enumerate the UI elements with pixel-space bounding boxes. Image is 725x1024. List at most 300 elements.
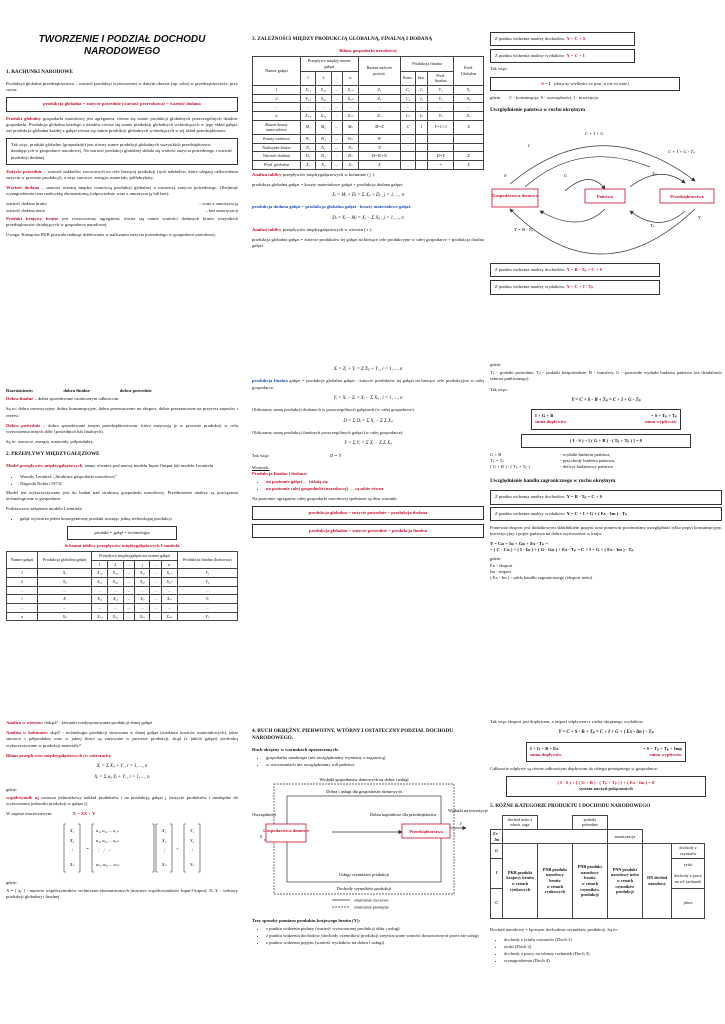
table-cell <box>428 134 454 143</box>
categories-table <box>490 815 705 919</box>
price-basis: w cenach rynkowych <box>510 880 531 892</box>
table-cell: Xᵢⱼ <box>135 595 150 604</box>
paragraph: produkcja dodana gałęzi = produkcja globalna gałęzi - koszty materiałowe gałęzi: <box>252 204 412 210</box>
list-item: • gałąź wytwarza jeden homogeniczny produkt stosując jedną technologię produkcji <box>20 516 238 522</box>
table-cell: płace <box>672 888 705 918</box>
label: Rozróżnienie: <box>6 388 34 393</box>
panel-leontief-model <box>6 718 238 998</box>
circular-flow-diagram <box>490 119 716 259</box>
matrix-diagram <box>6 818 232 878</box>
label: gdzie: <box>490 556 502 562</box>
paragraph: Podstawowe założenie modelu Leontiefa: <box>6 506 83 512</box>
subheading: Ruch okrężny w warunkach uproszczonych: <box>252 747 339 753</box>
table-cell: ... <box>161 586 177 595</box>
table-cell: Mₙ <box>343 120 359 134</box>
paragraph <box>6 116 238 135</box>
svg-text:X₁: X₁ <box>69 827 75 833</box>
list-item: • wynagrodzenia (Doch 4) <box>504 958 722 964</box>
table-cell: X₂₁ <box>300 94 315 103</box>
table-header: 1 <box>300 71 315 85</box>
list-item: • zyski (Doch 2) <box>504 944 722 950</box>
table-cell: X₁ <box>38 569 92 578</box>
text: gospodarki narodowej jest agregatem, równa się sumie produkcji globalnych poszczególnych działów gospodarki. Produkcja globalna każdego z działów równa się sumie produkcji globalnych wchodzących w jego skład gałęzi, zaś produkcja globalna każdej z gałęzi równa się sumie produkcji globalnych wchodzących w jej skład przedsiębiorstw. <box>6 115 238 133</box>
label: dobra pośrednie <box>119 388 152 393</box>
def-row <box>490 464 722 470</box>
term: Zużycie pośrednie <box>6 168 42 174</box>
table-cell: ... <box>149 586 161 595</box>
label: Z punktu widzenia analizy dochodów: <box>495 36 566 41</box>
term: ( G + B ) - ( Tₚ + Tₚ ) <box>490 464 531 470</box>
svg-text:X₂: X₂ <box>161 837 167 843</box>
table-row <box>7 569 238 578</box>
paragraph: Obliczamy sumę produkcji finalnych poszczególnych gałęzi (w całej gospodarce): <box>252 429 404 435</box>
table-cell: X₂₂ <box>316 94 331 103</box>
table-cell: M₂ <box>316 120 331 134</box>
flow-label: Usługi czynników produkcji <box>339 871 389 877</box>
section-heading: 2. PRZEPŁYWY MIĘDZYGAŁĘZIOWE <box>6 451 100 458</box>
table-cell: X₂ₙ <box>161 578 177 587</box>
flow-label: I <box>460 820 462 826</box>
flow-label: S <box>504 172 507 178</box>
table-cell: N₁ <box>300 143 315 152</box>
table-cell <box>607 815 643 829</box>
paragraph: Na poziomie agregatów całej gospodarki narodowej spełnione są dwa warunki: <box>252 495 398 501</box>
table-cell: 2 <box>7 578 38 587</box>
table-cell: Xᵢ₁ <box>92 595 108 604</box>
category-label: PKB produkt krajowy brutto <box>506 869 534 881</box>
summary-box: Tak więc, produkt globalny (gospodarki) jest równy sumie produkcji globalnych wszystkich przedsiębiorstw działających w gospodarce narodowej. Na wartość produkcji globalnej składa się wartość zużycia pośredniego i wartość produkcji dodanej. <box>6 138 238 165</box>
table-cell: M=Z <box>358 120 400 134</box>
category-label: PNN produkt narodowy netto <box>610 866 639 878</box>
table-cell: G <box>491 844 503 858</box>
text: - deficyt budżetowy państwa <box>560 464 613 470</box>
conclusion-row <box>252 453 484 459</box>
term: G + B <box>490 451 502 457</box>
caption: suma wypływów <box>649 751 682 757</box>
table-cell: ... <box>331 143 343 152</box>
term: Produkt globalny <box>6 115 42 121</box>
term: Analiza tablicy <box>252 171 282 177</box>
bullet-list <box>260 755 484 768</box>
paragraph <box>6 463 238 469</box>
table-cell: Iₙ <box>415 111 427 120</box>
table-cell: Z₂ <box>358 94 400 103</box>
value-added-row <box>6 208 238 214</box>
value: – bez amortyzacji <box>205 207 238 213</box>
formula: Xᵢ = Zᵢ + Yᵢ = Σ Xᵢⱼ + Yᵢ , i = 1, ..., n <box>333 367 403 372</box>
table-cell: ... <box>123 595 135 604</box>
table-cell: ... <box>38 586 92 595</box>
formula: Y = Σ Yᵢ = Σ Xᵢ − Σ Σ Xᵢⱼ <box>344 441 392 447</box>
text: – dobra sprzedawane ostatecznym odbiorcom. <box>33 396 120 402</box>
table-cell: X₂₂ <box>108 578 124 587</box>
equation-box: produkcja globalna = zużycie pośrednie + produkcja finalna <box>252 524 484 538</box>
table-cell: Cₙ <box>400 111 415 120</box>
term: Model przepływów międzygałęziowych <box>6 463 83 469</box>
table-cell: = <box>428 160 454 169</box>
equation-box <box>490 263 660 277</box>
subheading: Trzy sposoby pomiaru produktu krajowego brutto (Y): <box>252 917 361 923</box>
table-cell: I <box>415 120 427 134</box>
panel-final-production <box>252 362 484 622</box>
text: Tak więc: <box>490 66 508 72</box>
table-cell: ... <box>400 103 415 112</box>
table-header: ... <box>331 71 343 85</box>
table-cell: Xₙ₁ <box>300 111 315 120</box>
table-header: n <box>343 71 359 85</box>
bullet-list <box>498 937 722 965</box>
legend-label: strumienie pieniężne <box>354 904 389 910</box>
flow-label: S <box>260 833 263 839</box>
list-item: • na poziomie gałęzi – różnią się <box>266 479 484 485</box>
flow-label: I <box>528 142 530 148</box>
table-cell: Yₙ <box>428 111 454 120</box>
table-cell: ... <box>149 604 161 613</box>
table-cell <box>491 815 503 829</box>
table-header: Inw. <box>415 71 427 85</box>
flow-label: Tₚ <box>650 222 655 228</box>
table-cell: ... <box>331 152 343 161</box>
text: skąd? - technologia produkcji stosowana w danej gałęzi (struktura kosztów materiałowych), jakie surowce i półprodukty oraz w jakiej ilości są zużywane w procesie produkcji, skąd (z jakich gałęzi) pochodzą wykorzystywane w produkcji materiały? <box>6 730 238 748</box>
table-cell: ... <box>331 134 343 143</box>
label: Tak więc: <box>490 386 508 392</box>
text: , znany również pod nazwą modelu Input-Output lub modelu Leontiefa <box>82 463 214 469</box>
table-cell: ... <box>149 569 161 578</box>
table-cell <box>537 815 572 829</box>
label: Wniosek: <box>252 464 270 470</box>
paragraph: Tₚ - podatki pośrednie, Tₚ - podatki bezpośrednie, B - transfery, G - pozostałe wydatki budżetu państwa (na działalność sektora publicznego) <box>490 370 722 382</box>
paragraph: Produkcja globalna przedsiębiorstwa – wartość produkcji wytworzonej w danym okresie (np. roku) w przedsiębiorstwie, przy czym: <box>6 81 238 93</box>
table-cell: Xₙ₂ <box>108 612 124 621</box>
text: Im - import <box>490 568 512 574</box>
table-cell: Z₁ <box>358 85 400 94</box>
label: gdzie: <box>490 94 502 100</box>
text: oznacza jednostkowy nakład produktów i na produkcję gałęzi j (zużycie produktów i niezbędne do wytworzenia jednostki produkcji w gałęzi j). <box>6 795 238 807</box>
svg-text:⋮ ⋮ ⋮: ⋮ ⋮ ⋮ <box>96 847 112 853</box>
table-cell: ... <box>123 569 135 578</box>
label: Z punktu widzenia analizy wydatków: <box>495 284 566 290</box>
formula: Xᵢ = Σ Xᵢⱼ + Yᵢ , i = 1, ..., n <box>96 763 148 769</box>
equation-box <box>490 280 660 294</box>
caption: suma dopływów <box>530 751 562 757</box>
table-header: Razem zużycie pośred. <box>358 57 400 86</box>
svg-text:a₂₁ a₂₂ ... a₂ₙ: a₂₁ a₂₂ ... a₂ₙ <box>96 837 119 843</box>
equation-box <box>506 776 706 796</box>
table-cell: Xₙₙ <box>161 612 177 621</box>
equation: Y = C + S <box>566 36 586 41</box>
section-heading: 1. RACHUNKI NARODOWE <box>6 69 74 75</box>
svg-text:aₙ₁ aₙ₂ ... aₙₙ: aₙ₁ aₙ₂ ... aₙₙ <box>96 861 120 867</box>
flow-label: C + I + G - Tₚ <box>668 148 696 154</box>
table-cell: ... <box>92 586 108 595</box>
table-cell: Xᵢ <box>38 595 92 604</box>
formula: Xⱼ = Mⱼ + Dⱼ = Σ Xᵢⱼ + Dⱼ , j = 1, ..., n <box>331 192 405 198</box>
table-cell: N <box>358 143 400 152</box>
table-caption: Schemat tablicy przepływów międzygałęziowych Leontiefa <box>64 542 180 548</box>
table-cell: ... <box>123 578 135 587</box>
section-heading: 5. RÓŻNE KATEGORIE PRODUKTU I DOCHODU NARODOWEGO <box>490 802 651 809</box>
table-cell: 2 <box>253 94 301 103</box>
equation-box <box>490 49 635 63</box>
term: Produkt krajowy brutto <box>6 215 59 221</box>
list-item: • dochody z tytułu czynszów (Doch 1) <box>504 937 722 943</box>
flow-label: C + I + G <box>585 130 604 136</box>
table-cell: X <box>454 120 484 134</box>
svg-text:X₁: X₁ <box>161 827 167 833</box>
table-cell: ... <box>300 103 315 112</box>
table-cell: ... <box>92 604 108 613</box>
table-header: 2 <box>108 560 124 569</box>
equation-box <box>490 77 680 91</box>
table-cell <box>672 858 705 888</box>
table-cell: Xₙ <box>38 612 92 621</box>
table-row <box>253 85 484 94</box>
table-cell <box>400 160 415 169</box>
table-cell: Y₂ <box>177 578 237 587</box>
text: - wydatki budżetu państwa, <box>560 451 611 457</box>
page-title: TWORZENIE I PODZIAŁ DOCHODU NARODOWEGO <box>38 34 206 57</box>
svg-text:⋮: ⋮ <box>189 847 195 853</box>
table-cell: ... <box>149 578 161 587</box>
term: Dobra pośrednie <box>6 422 41 428</box>
table-cell: X₁₂ <box>108 569 124 578</box>
table-cell: X₂ⱼ <box>135 578 150 587</box>
term: Analiza tablicy <box>252 227 282 233</box>
text: - przychody budżetu państwa, <box>560 457 616 463</box>
table-cell <box>503 844 537 918</box>
table-cell: 1 <box>7 569 38 578</box>
caption: system naczyń połączonych <box>579 786 633 792</box>
equation: = S + Tₚ + Tₚ <box>650 413 677 419</box>
label: wartość dodana netto <box>6 207 46 213</box>
table-cell: Y₁ <box>428 85 454 94</box>
node-label: Gospodarstwa domowe <box>492 192 538 198</box>
table-header: ... <box>149 560 161 569</box>
legend-row <box>490 95 722 101</box>
table-cell: ... <box>149 612 161 621</box>
formula: Yᵢ = Xᵢ − Zᵢ = Xᵢ − Σ Xᵢⱼ , i = 1, ..., n <box>333 395 403 401</box>
equation: Y = B - Tₚ = C + S <box>566 267 603 273</box>
term: Tₚ + Tₚ <box>490 457 505 463</box>
label: W zapisie macierzowym: <box>6 811 53 817</box>
table-cell: ... <box>415 103 427 112</box>
formula: Y = C + S - B + Tₚ = C + I + G - Tₚ <box>571 397 641 403</box>
term: współczynnik aᵢⱼ <box>6 795 39 801</box>
paragraph: Ponieważ eksport jest dodatkowym składnikiem popytu oraz ponieważ powinniśmy uwzględniać tylko popyt konsumpcyjny, inwestycyjny i popyt państwa na dobra wytworzone w kraju: <box>490 524 722 536</box>
panel-national-accounts <box>6 30 238 370</box>
term: Analiza w wierszu: <box>6 720 44 725</box>
paragraph: Bilans przepływów międzygałęziowych (w wierszach): <box>6 752 112 758</box>
table-cell: C₂ <box>400 94 415 103</box>
table-cell <box>428 143 454 152</box>
text: jest równoczesny agregatem, równa się sumie wartości dodanych brutto wszystkich przedsiębiorstw działających w gospodarce narodowej. <box>6 215 238 228</box>
label: Produkcja finalna i dodana: <box>252 471 308 476</box>
table-header: Numer gałęzi <box>7 552 38 569</box>
table-row <box>253 160 484 169</box>
table-cell <box>415 134 427 143</box>
paragraph <box>6 720 238 726</box>
table-cell: ... <box>428 103 454 112</box>
text: gałęzi = produkcja globalna gałęzi - zużycie produktów tej gałęzi na bieżące cele produkcyjne w całej gospodarce: <box>252 378 484 390</box>
table-cell: ... <box>358 103 400 112</box>
term: Dobra finalne <box>6 396 34 402</box>
paragraph: Całkowite odpływy są równe całkowitym dopływom do obiegu pieniężnego w gospodarce: <box>490 766 658 772</box>
table-cell: ... <box>38 604 92 613</box>
list-item: • z punktu widzenia podaży (wartość wytworzonej produkcji dóbr i usług) <box>266 926 484 932</box>
category-label: PNB produkt narodowy brutto <box>577 863 602 881</box>
table-cell: ... <box>253 103 301 112</box>
paragraph: A = [ aᵢⱼ ] - macierz współczynników techniczno-ekonomicznych (macierz współczynników Input-Output), X, Y - wektory produkcji globalnej i finalnej. <box>6 888 238 900</box>
text: – wartość nakładów rzeczowych na cele bieżącej produkcji (tych nakładów, które ulegają całkowitemu zużyciu w procesie produkcji), a więc surowce, energia, materiały, półfabrykaty. <box>6 168 238 180</box>
table-cell: C₁ <box>400 85 415 94</box>
paragraph <box>252 227 484 233</box>
table-header: j <box>135 560 150 569</box>
formula: Y = C + S - B + Tₚ = C + I + G + ( Ex - Im ) - Tₚ <box>558 730 654 736</box>
table-header: Numer gałęzi <box>253 57 301 86</box>
table-cell: Yₙ <box>177 612 237 621</box>
table-header: 1 <box>92 560 108 569</box>
table-cell: X₂₁ <box>92 578 108 587</box>
table-cell: Zₙ <box>358 111 400 120</box>
table-cell: Σ <box>454 152 484 161</box>
paragraph: produkcja globalna gałęzi = koszty materiałowe gałęzi + produkcja dodana gałęzi: <box>252 181 404 187</box>
table-cell: i <box>7 595 38 604</box>
label: Z punktu widzenia analizy wydatków: <box>495 510 566 516</box>
table-cell: D₁ <box>300 152 315 161</box>
equation-box <box>521 434 691 448</box>
caption: suma dopływów <box>535 419 567 425</box>
table-cell <box>573 844 608 918</box>
paragraph <box>6 795 238 807</box>
equation-box <box>490 32 635 46</box>
table-cell: X₁₁ <box>300 85 315 94</box>
table-row <box>7 612 238 621</box>
term: Analiza w kolumnie: <box>6 730 49 736</box>
panel-circular-flow-simple <box>252 722 488 1012</box>
table-cell: D=W+N <box>358 152 400 161</box>
table-cell: ... <box>316 103 331 112</box>
equation: ( I - S ) + [ ( G + B ) - ( Tₚ + Tₚ ) ] + ( Ex - Im ) = 0 <box>557 780 655 786</box>
table-cell: Razem koszty materiałowe <box>253 120 301 134</box>
list-item: • gospodarka zamknięta (nie uwzględniamy wymiany z zagranicą) <box>266 755 484 761</box>
table-cell: ... <box>177 586 237 595</box>
table-row <box>253 143 484 152</box>
table-cell: X₁₂ <box>316 85 331 94</box>
table-cell: X₁ <box>300 160 315 169</box>
table-cell: I₂ <box>415 94 427 103</box>
table-cell: Y=C+I <box>428 120 454 134</box>
table-cell: dochód netto z własn. zagr. <box>503 815 537 829</box>
table-cell: Xₙ₁ <box>92 612 108 621</box>
text: – stanowi różnicę między wartością produkcji globalnej a wartością zużycia pośredniego. Obejmuje wynagrodzenia oraz nadwyżkę ekonomiczną (odpowiednio wraz z amortyzacją lub bez): <box>6 185 238 197</box>
price-basis: w cenach rynkowych <box>544 883 565 895</box>
flow-label: Y <box>698 214 701 220</box>
table-cell: M₁ <box>300 120 315 134</box>
table-header: Przepływy między numer gałęzi <box>300 57 358 71</box>
table-cell: Xₙₙ <box>343 111 359 120</box>
label: gdzie: <box>490 362 502 367</box>
table-header: Prod. finalna <box>428 71 454 85</box>
table-cell: Y₁ <box>177 569 237 578</box>
table-cell: ... <box>123 586 135 595</box>
table-header: Produkcja globalna gałęzi <box>38 552 92 569</box>
paragraph <box>6 730 238 749</box>
balance-table <box>252 56 484 169</box>
table-cell <box>400 152 415 161</box>
list-item: • z punktu widzenia dochodów (dochody czynników produkcji zrejestrowane wartość dostarczonych przez nie usług) <box>266 933 484 939</box>
paragraph: Obliczamy sumę produkcji dodanych w poszczególnych gałęziach (w całej gospodarce): <box>252 407 415 413</box>
label: Z punktu widzenia analizy wydatków: <box>495 53 566 59</box>
table-header: Produkcja finalna <box>400 57 453 71</box>
table-row <box>7 595 238 604</box>
formula: Xᵢ = Σ aᵢⱼ Xⱼ + Yᵢ , i = 1, ..., n <box>94 775 150 781</box>
table-cell <box>454 143 484 152</box>
paragraph <box>6 169 238 181</box>
bullet-list <box>260 479 484 492</box>
text: różnią się <box>308 479 328 485</box>
flow-label: Dobra kapitałowe dla przedsiębiorstw <box>370 811 437 817</box>
svg-text:Y₁: Y₁ <box>190 827 194 833</box>
circular-flow-diagram <box>252 772 488 912</box>
label: dobra finalne <box>63 388 90 393</box>
table-cell: C <box>400 120 415 134</box>
table-cell: ... <box>135 586 150 595</box>
equation: = S + Tₚ + Tₚ + Imp <box>642 745 682 751</box>
formula: D = Σ Dⱼ = Σ Xⱼ − Σ Σ Xᵢⱼ <box>343 418 393 424</box>
table-cell <box>643 815 672 829</box>
paragraph: Model ten wykorzystywany jest do badań nad strukturą gospodarki narodowej. Przedmiotem analizy są powiązania technologiczne w gospodarce. <box>6 489 238 502</box>
label: gdzie: <box>6 879 18 885</box>
equation-row <box>530 752 682 758</box>
table-cell: Wₙ <box>343 134 359 143</box>
table-cell <box>400 134 415 143</box>
table-cell: ... <box>7 586 38 595</box>
table-cell: ... <box>123 604 135 613</box>
table-cell: ... <box>331 103 343 112</box>
table-header: ... <box>123 560 135 569</box>
table-cell <box>400 143 415 152</box>
node-households <box>266 824 306 842</box>
table-cell: Nadwyżka brutto <box>253 143 301 152</box>
table-cell: n <box>253 111 301 120</box>
section-heading: 3. ZALEŻNOŚCI MIĘDZY PRODUKCJĄ GLOBALNĄ, FINALNĄ I DODANĄ <box>252 36 433 42</box>
panel-state-trade <box>490 362 722 652</box>
equation-box <box>526 742 686 762</box>
list-item: • Nagroda Nobla (1973) <box>20 481 238 487</box>
section-heading: Uwzględnienie handlu zagranicznego w ruchu okrężnym <box>490 478 616 485</box>
table-cell: Xₙⱼ <box>135 612 150 621</box>
table-cell: amortyzacja <box>607 829 643 843</box>
table-cell <box>415 152 427 161</box>
label: Z punktu widzenia analizy dochodów: <box>495 494 566 500</box>
table-cell: ... <box>331 120 343 134</box>
table-cell: n <box>7 612 38 621</box>
table-row <box>7 604 238 613</box>
table-cell: W₂ <box>316 134 331 143</box>
table-cell: ... <box>331 111 343 120</box>
equation: ( I - S ) + [ ( G + B ) - ( Tₚ + Tₚ ) ] = 0 <box>570 437 642 443</box>
label: Tak więc: <box>252 452 270 458</box>
bullet-list <box>14 516 238 522</box>
section-heading: Uwzględnienie państwa w ruchu okrężnym <box>490 106 586 113</box>
table-cell: W₁ <box>300 134 315 143</box>
list-item: • z punktu widzenia popytu (wartość wydatków na dobra i usługi) <box>266 940 484 946</box>
note: (dotyczy wielkości ex post, a nie ex ante) <box>553 80 629 86</box>
table-header: Prod. Globalna <box>454 57 484 86</box>
table-cell: X₁ⱼ <box>135 569 150 578</box>
flow-label: Oszczędności <box>252 811 277 817</box>
table-cell: Y₂ <box>428 94 454 103</box>
